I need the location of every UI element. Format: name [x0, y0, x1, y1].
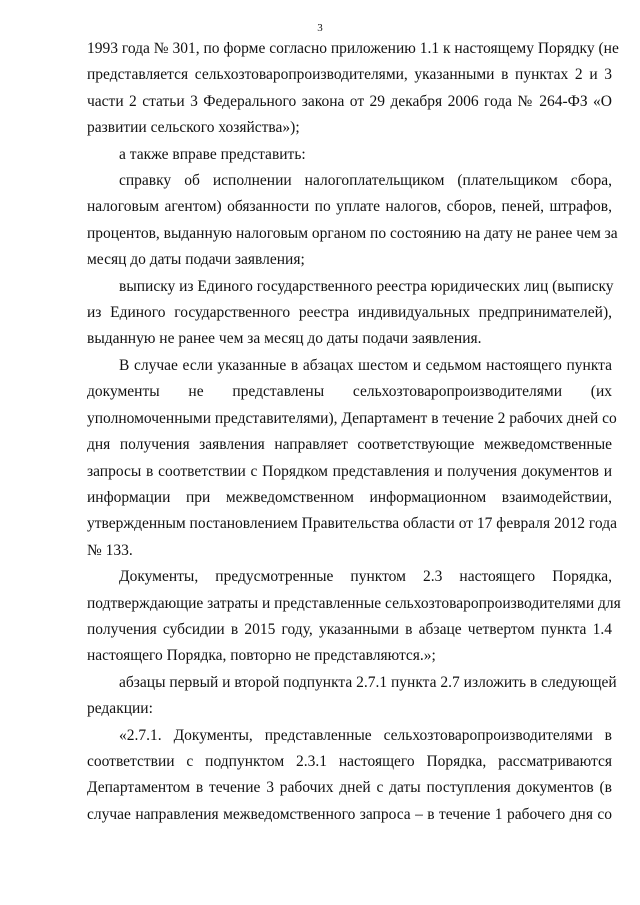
- text-line: абзацы первый и второй подпункта 2.7.1 пункта 2.7 изложить в следующей: [119, 673, 617, 691]
- text-line: № 133.: [87, 541, 133, 559]
- text-line: процентов, выданную налоговым органом по состоянию на дату не ранее чем за: [87, 224, 618, 242]
- paragraph-p8: [87, 723, 612, 829]
- text-line: части 2 статьи 3 Федерального закона от 29 декабря 2006 года № 264-ФЗ «О: [87, 92, 612, 110]
- text-line: запросы в соответствии с Порядком представления и получения документов и: [87, 462, 612, 480]
- paragraph-p5: [87, 353, 617, 564]
- document-body: [87, 36, 621, 828]
- text-line: из Единого государственного реестра индивидуальных предпринимателей),: [87, 304, 612, 322]
- text-line: справку об исполнении налогоплательщиком (плательщиком сбора,: [119, 172, 612, 190]
- text-line: настоящего Порядка, повторно не представляются.»;: [87, 647, 436, 665]
- text-line: Документы, предусмотренные пунктом 2.3 настоящего Порядка,: [119, 568, 612, 586]
- paragraph-p2: [87, 142, 612, 168]
- text-line: документы не представлены сельхозтоваропроизводителями (их: [87, 383, 612, 401]
- text-line: В случае если указанные в абзацах шестом и седьмом настоящего пункта: [119, 356, 612, 374]
- text-line: а также вправе представить:: [119, 145, 306, 163]
- text-line: дня получения заявления направляет соответствующие межведомственные: [87, 436, 612, 454]
- paragraph-p6: [87, 564, 621, 670]
- paragraph-p4: [87, 274, 612, 353]
- paragraph-p1: [87, 36, 619, 142]
- text-line: выписку из Единого государственного реестра юридических лиц (выписку: [119, 277, 614, 295]
- paragraph-p3: [87, 168, 618, 274]
- text-line: утвержденным постановлением Правительства области от 17 февраля 2012 года: [87, 515, 617, 533]
- text-line: налоговым агентом) обязанности по уплате налогов, сборов, пеней, штрафов,: [87, 198, 612, 216]
- text-line: развитии сельского хозяйства»);: [87, 119, 300, 137]
- text-line: соответствии с подпунктом 2.3.1 настоящего Порядка, рассматриваются: [87, 752, 612, 770]
- text-line: представляется сельхозтоваропроизводителями, указанными в пунктах 2 и 3: [87, 66, 612, 84]
- text-line: редакции:: [87, 700, 153, 718]
- text-line: случае направления межведомственного запроса – в течение 1 рабочего дня со: [87, 805, 612, 823]
- text-line: подтверждающие затраты и представленные сельхозтоваропроизводителями для: [87, 594, 621, 612]
- text-line: получения субсидии в 2015 году, указанными в абзаце четвертом пункта 1.4: [87, 620, 612, 638]
- text-line: месяц до даты подачи заявления;: [87, 251, 305, 269]
- page-number: 3: [317, 22, 323, 34]
- text-line: Департаментом в течение 3 рабочих дней с даты поступления документов (в: [87, 779, 612, 797]
- text-line: выданную не ранее чем за месяц до даты подачи заявления.: [87, 330, 482, 348]
- text-line: уполномоченными представителями), Департамент в течение 2 рабочих дней со: [87, 409, 617, 427]
- text-line: 1993 года № 301, по форме согласно приложению 1.1 к настоящему Порядку (не: [87, 40, 619, 57]
- text-line: информации при межведомственном информационном взаимодействии,: [87, 488, 612, 506]
- text-line: «2.7.1. Документы, представленные сельхозтоваропроизводителями в: [119, 726, 612, 744]
- paragraph-p7: [87, 670, 617, 723]
